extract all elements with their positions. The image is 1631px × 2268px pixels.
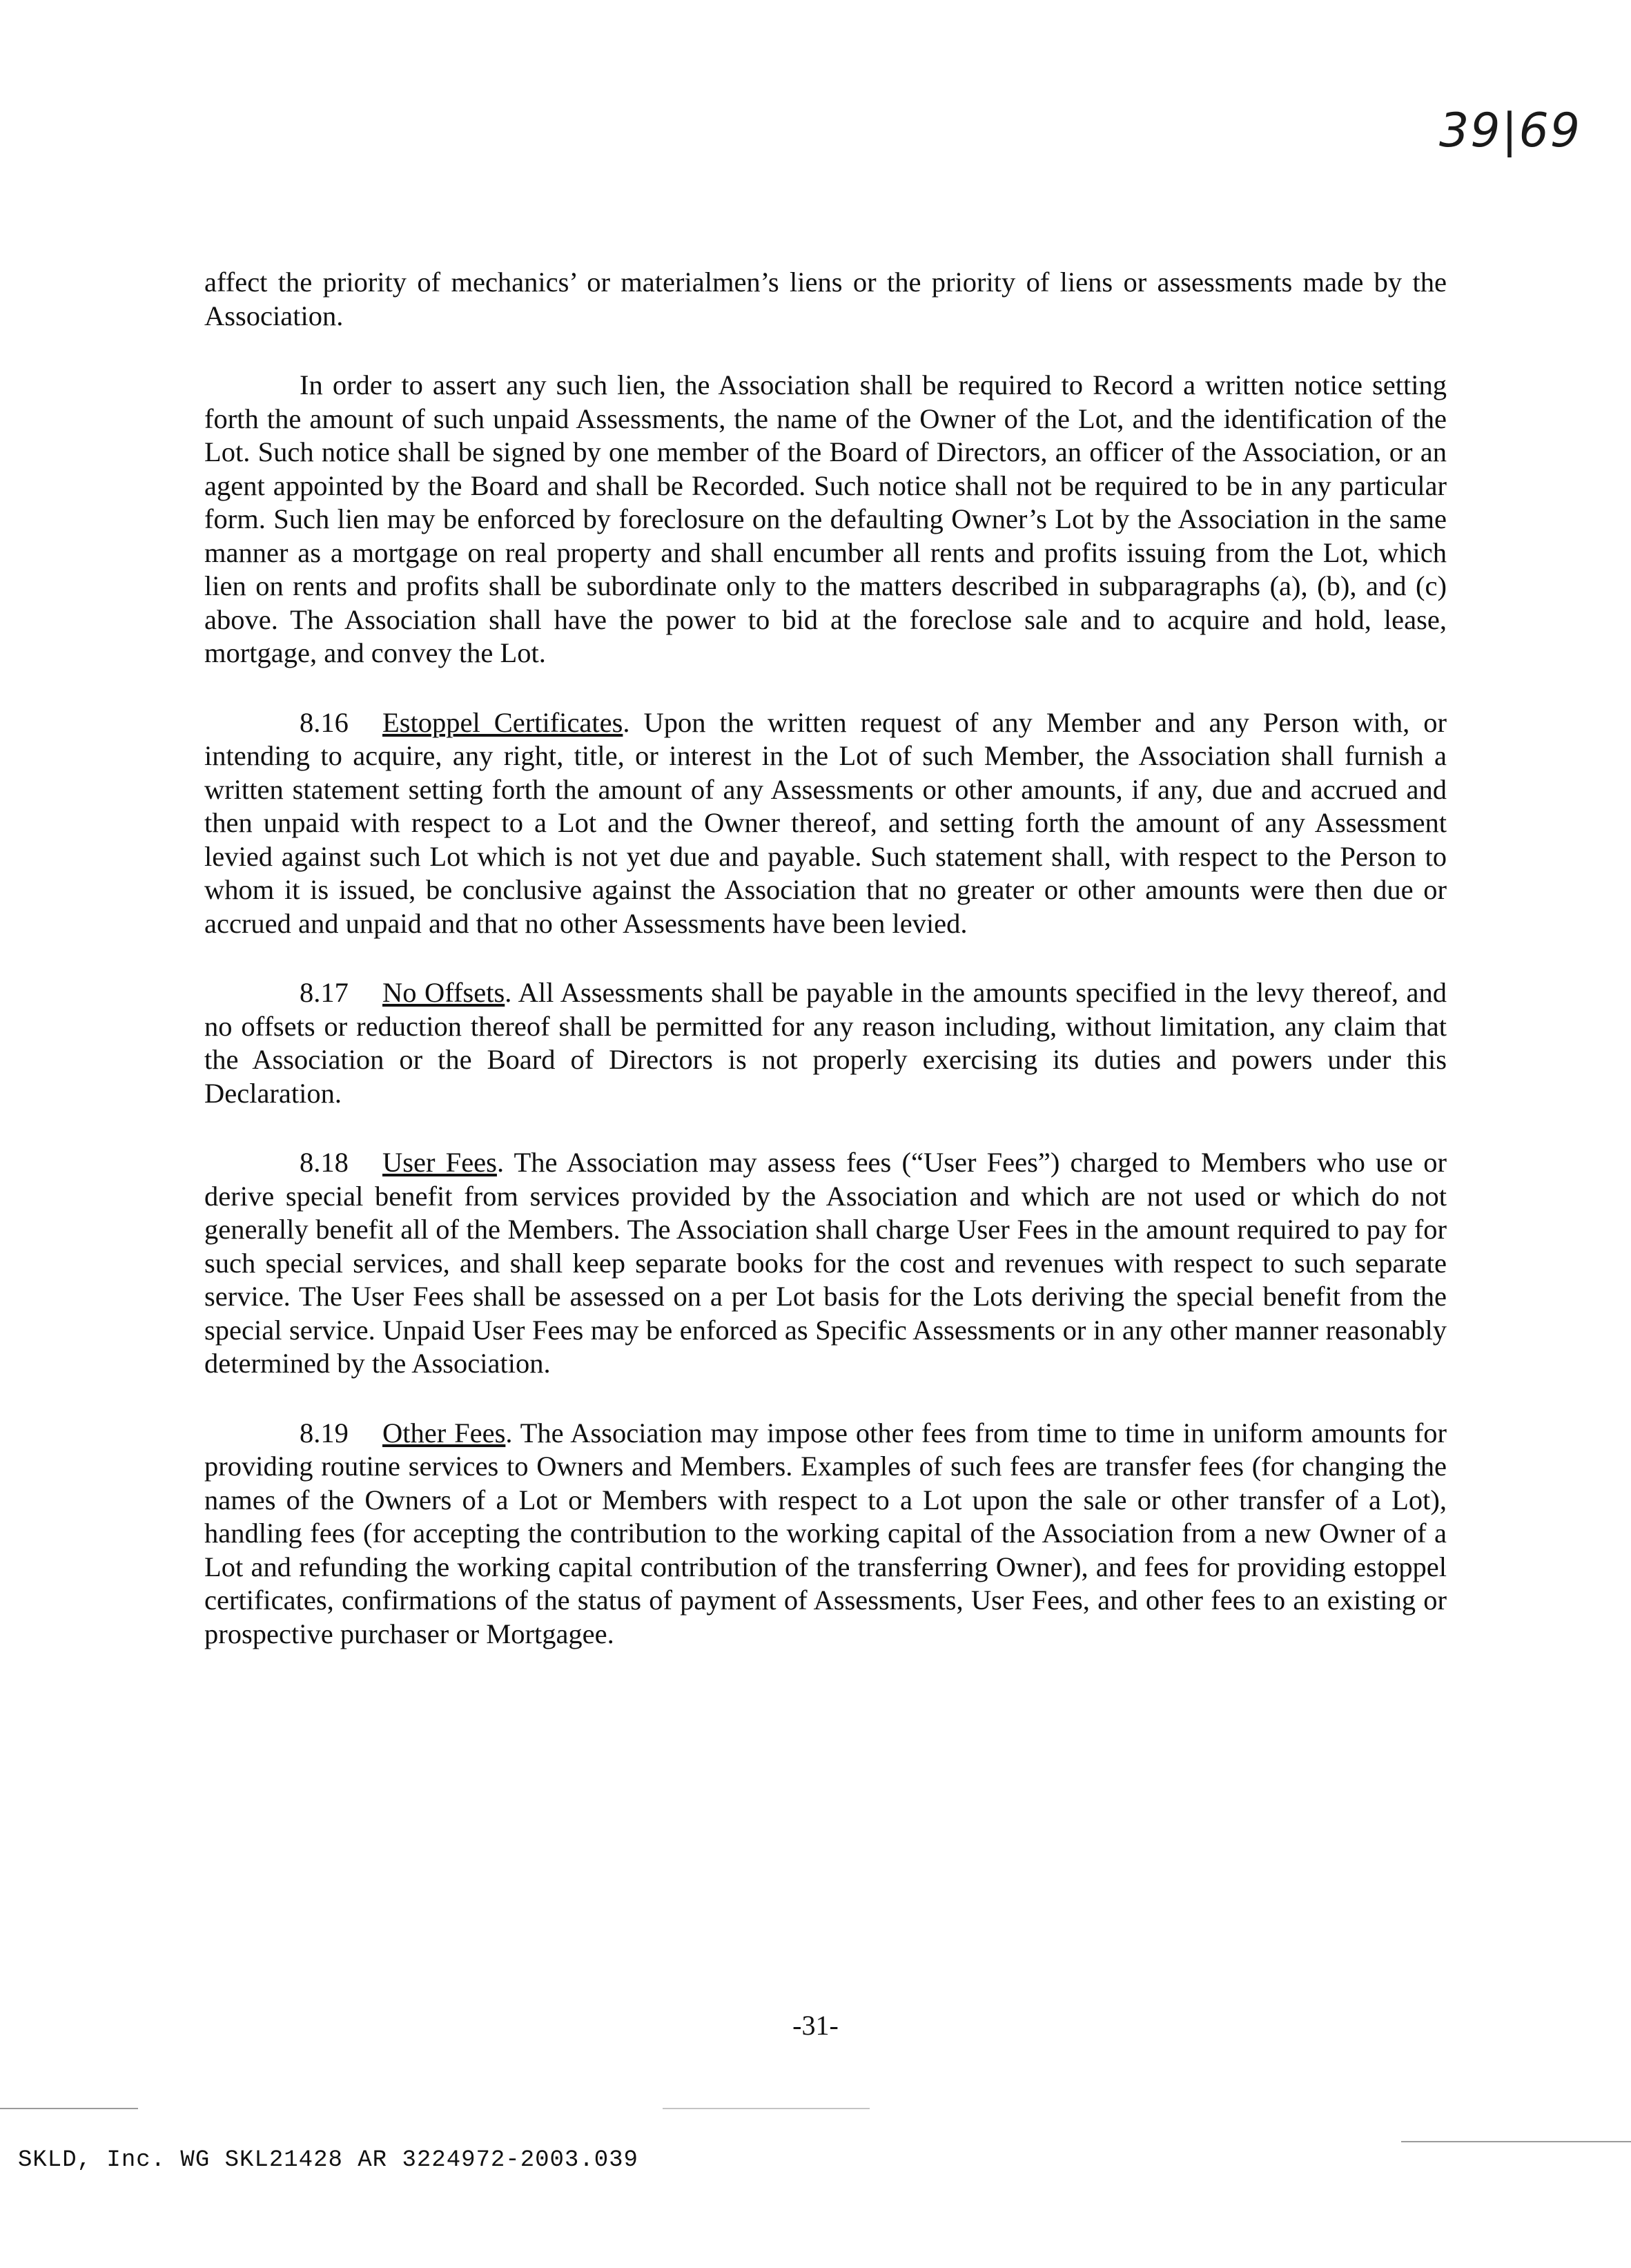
- section-8-19: [204, 1417, 1447, 1651]
- scan-artifact-line: [1401, 2141, 1631, 2142]
- section-number: 8.19: [300, 1417, 349, 1448]
- section-8-18: [204, 1146, 1447, 1381]
- section-number: 8.16: [300, 706, 349, 738]
- section-title: Estoppel Certificates: [382, 706, 623, 738]
- section-title: No Offsets: [382, 977, 505, 1008]
- lien-notice-paragraph: In order to assert any such lien, the Association shall be required to Record a written notice setting forth the amount of such unpaid Assessments, the name of the Owner of the Lot, and the identification of the Lot. Such notice shall be signed by one member of the Board of Directors, an officer of the Association, or an agent appointed by the Board and shall be Recorded. Such notice shall not be required to be in any particular form. Such lien may be enforced by foreclosure on the defaulting Owner’s Lot by the Association in the same manner as a mortgage on real property and shall encumber all rents and profits issuing from the Lot, which lien on rents and profits shall be subordinate only to the matters described in subparagraphs (a), (b), and (c) above. The Association shall have the power to bid at the foreclose sale and to acquire and hold, lease, mortgage, and convey the Lot.: [204, 369, 1447, 668]
- page-number: -31-: [792, 2010, 839, 2041]
- recording-stamp: SKLD, Inc. WG SKL21428 AR 3224972-2003.039: [18, 2147, 638, 2173]
- section-number: 8.17: [300, 977, 349, 1008]
- section-text: . The Association may assess fees (“User Fees”) charged to Members who use or derive special benefit from services provided by the Association and which are not used or which do not generally benefit all of the Members. The Association shall charge User Fees in the amount required to pay for such special services, and shall keep separate books for the cost and revenues with respect to such separate service. The User Fees shall be assessed on a per Lot basis for the Lots deriving the special benefit from the special service. Unpaid User Fees may be enforced as Specific Assessments or in any other manner reasonably determined by the Association.: [204, 1147, 1447, 1379]
- section-text: . The Association may impose other fees from time to time in uniform amounts for providing routine services to Owners and Members. Examples of such fees are transfer fees (for changing the names of the Owners of a Lot or Members with respect to a Lot upon the sale or other transfer of a Lot), handling fees (for accepting the contribution to the working capital of the Association from a new Owner of a Lot and refunding the working capital contribution of the transferring Owner), and fees for providing estoppel certificates, confirmations of the status of payment of Assessments, User Fees, and other fees to an existing or prospective purchaser or Mortgagee.: [204, 1417, 1447, 1649]
- section-title: User Fees: [382, 1147, 497, 1178]
- section-text: . Upon the written request of any Member and any Person with, or intending to acquire, any right, title, or interest in the Lot of such Member, the Association shall furnish a written statement setting forth the amount of any Assessments or other amounts, if any, due and accrued and then unpaid with respect to a Lot and the Owner thereof, and setting forth the amount of any Assessment levied against such Lot which is not yet due and payable. Such statement shall, with respect to the Person to whom it is issued, be conclusive against the Association that no greater or other amounts were then due or accrued and unpaid and that no other Assessments have been levied.: [204, 706, 1447, 939]
- scan-artifact-line: [0, 2108, 138, 2109]
- section-text: . All Assessments shall be payable in the amounts specified in the levy thereof, and no offsets or reduction thereof shall be permitted for any reason including, without limitation, any claim that the Association or the Board of Directors is not properly exercising its duties and powers under this Declaration.: [204, 977, 1447, 1109]
- continuation-paragraph: affect the priority of mechanics’ or materialmen’s liens or the priority of liens or assessments made by the Association.: [204, 266, 1447, 331]
- section-number: 8.18: [300, 1147, 349, 1178]
- section-8-16: [204, 706, 1447, 941]
- section-8-17: [204, 976, 1447, 1110]
- document-body: [204, 266, 1447, 1687]
- handwritten-page-mark: 39|69: [1439, 104, 1581, 158]
- scan-artifact-line: [663, 2108, 870, 2109]
- section-title: Other Fees: [382, 1417, 506, 1448]
